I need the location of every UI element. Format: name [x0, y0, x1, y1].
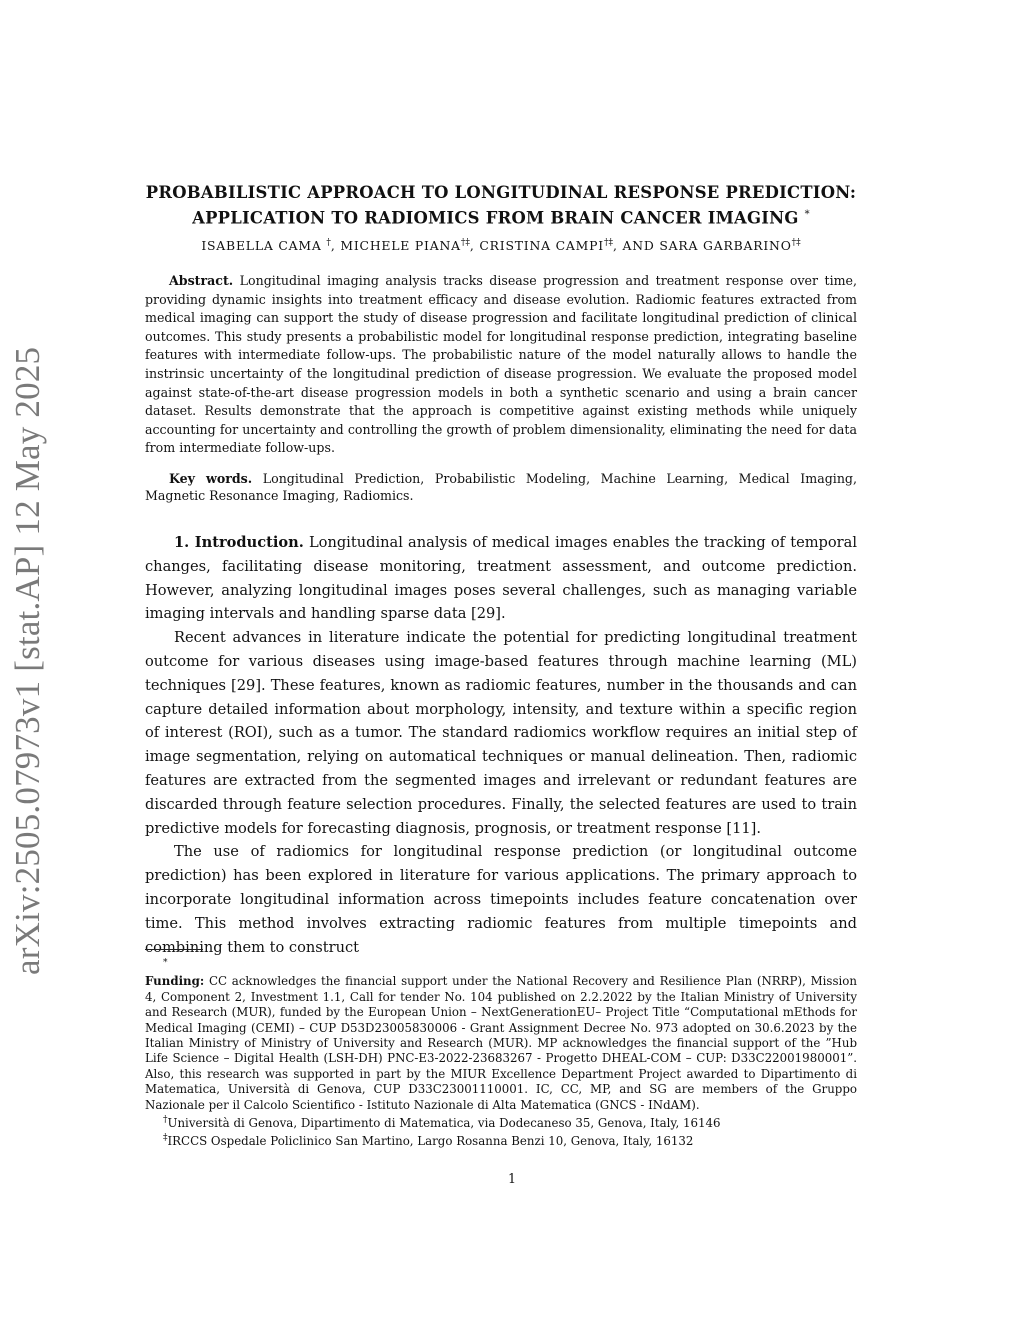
- intro-paragraph-3: The use of radiomics for longitudinal response prediction (or longitudinal outcome prediction) has been explored in literature for various applications. The primary approach to incorporate longitudinal information across timepoints includes feature concatenation over time. This method involves extracting radiomic features from multiple timepoints and combining them to construct: [145, 843, 857, 956]
- funding-label: Funding:: [145, 974, 205, 989]
- footnote-affiliation-1: [145, 1113, 857, 1131]
- abstract: [145, 272, 857, 458]
- affiliation-2-mark: ‡: [163, 1133, 168, 1144]
- abstract-label: Abstract.: [169, 273, 234, 288]
- abstract-text: Longitudinal imaging analysis tracks disease progression and treatment response over time, providing dynamic insights into treatment efficacy and disease evolution. Radiomic features extracted from medical imaging can support the study of disease progression and facilitate longitudinal prediction of clinical outcomes. This study presents a probabilistic model for longitudinal response prediction, integrating baseline features with intermediate follow-ups. The probabilistic nature of the model naturally allows to handle the instrinsic uncertainty of the longitudinal prediction of disease progression. We evaluate the proposed model against state-of-the-art disease progression models in both a synthetic scenario and using a brain cancer dataset. Results demonstrate that the approach is competitive against existing methods while uniquely accounting for uncertainty and controlling the growth of problem dimensionality, eliminating the need for data from intermediate follow-ups.: [145, 273, 857, 456]
- author-1-affiliation: †: [326, 238, 331, 248]
- author-1: ISABELLA CAMA: [201, 238, 322, 254]
- introduction-section: [145, 531, 857, 959]
- intro-paragraph-1: [145, 531, 857, 626]
- title-line-2: [145, 204, 857, 229]
- author-4-affiliation: †‡: [791, 238, 801, 248]
- page-number: 1: [507, 1171, 516, 1186]
- keywords-text: Longitudinal Prediction, Probabilistic Modeling, Machine Learning, Medical Imaging, Magnetic Resonance Imaging, Radiomics.: [145, 471, 857, 503]
- funding-footnote-mark: *: [163, 958, 168, 968]
- footnotes: [145, 956, 857, 1150]
- author-3: CRISTINA CAMPI: [479, 238, 604, 254]
- footnote-affiliation-2: [145, 1131, 857, 1149]
- title-line-2-text: APPLICATION TO RADIOMICS FROM BRAIN CANCER IMAGING: [192, 208, 799, 228]
- affiliation-1-text: Università di Genova, Dipartimento di Matematica, via Dodecaneso 35, Genova, Italy, 16146: [167, 1115, 721, 1130]
- intro-paragraph-1-text: Longitudinal analysis of medical images enables the tracking of temporal changes, facilitating disease monitoring, treatment assessment, and outcome prediction. However, analyzing longitudinal images poses several challenges, such as managing variable imaging intervals and handling sparse data [29].: [145, 534, 858, 623]
- footnote-funding: [145, 956, 857, 1113]
- author-3-affiliation: †‡: [603, 238, 613, 248]
- title-footnote-mark: *: [804, 209, 810, 220]
- author-2: MICHELE PIANA: [340, 238, 461, 254]
- affiliation-1-mark: †: [163, 1114, 168, 1125]
- arxiv-identifier: arXiv:2505.07973v1 [stat.AP] 12 May 2025: [8, 346, 47, 975]
- footnote-rule: [145, 949, 203, 950]
- author-list: ISABELLA CAMA †, MICHELE PIANA†‡, CRISTINA CAMPI†‡, AND SARA GARBARINO†‡: [201, 238, 801, 254]
- author-2-affiliation: †‡: [460, 238, 470, 248]
- author-conjunction: AND: [622, 238, 655, 254]
- section-heading: 1. Introduction.: [174, 534, 304, 551]
- paper-title: [145, 182, 857, 229]
- title-line-1: PROBABILISTIC APPROACH TO LONGITUDINAL RESPONSE PREDICTION:: [145, 183, 857, 202]
- funding-text: CC acknowledges the financial support under the National Recovery and Resilience Plan (NRRP), Mission 4, Component 2, Investment 1.1, Call for tender No. 104 published on 2.2.2022 by the Italian Ministry of University and Research (MUR), funded by the European Union – NextGenerationEU– Project Title “Computational mEthods for Medical Imaging (CEMI) – CUP D53D23005830006 - Grant Assignment Decree No. 973 adopted on 30.6.2023 by the Italian Ministry of Ministry of University and Research (MUR). MP acknowledges the financial support of the ”Hub Life Science – Digital Health (LSH-DH) PNC-E3-2022-23683267 - Progetto DHEAL-COM – CUP: D33C22001980001”. Also, this research was supported in part by the MIUR Excellence Department Project awarded to Dipartimento di Matematica, Università di Genova, CUP D33C23001110001. IC, CC, MP, and SG are members of the Gruppo Nazionale per il Calcolo Scientifico - Istituto Nazionale di Alta Matematica (GNCS - INdAM).: [145, 974, 857, 1112]
- keywords: [145, 471, 857, 505]
- keywords-label: Key words.: [169, 471, 253, 486]
- intro-paragraph-2: Recent advances in literature indicate the potential for predicting longitudinal treatment outcome for various diseases using image-based features through machine learning (ML) techniques [29]. These features, known as radiomic features, number in the thousands and can capture detailed information about morphology, intensity, and texture within a specific region of interest (ROI), such as a tumor. The standard radiomics workflow requires an initial step of image segmentation, relying on automatical techniques or manual delineation. Then, radiomic features are extracted from the segmented images and irrelevant or redundant features are discarded through feature selection procedures. Finally, the selected features are used to train predictive models for forecasting diagnosis, prognosis, or treatment response [11].: [145, 629, 857, 837]
- affiliation-2-text: IRCCS Ospedale Policlinico San Martino, Largo Rosanna Benzi 10, Genova, Italy, 16132: [167, 1134, 694, 1149]
- author-4: SARA GARBARINO: [659, 238, 792, 254]
